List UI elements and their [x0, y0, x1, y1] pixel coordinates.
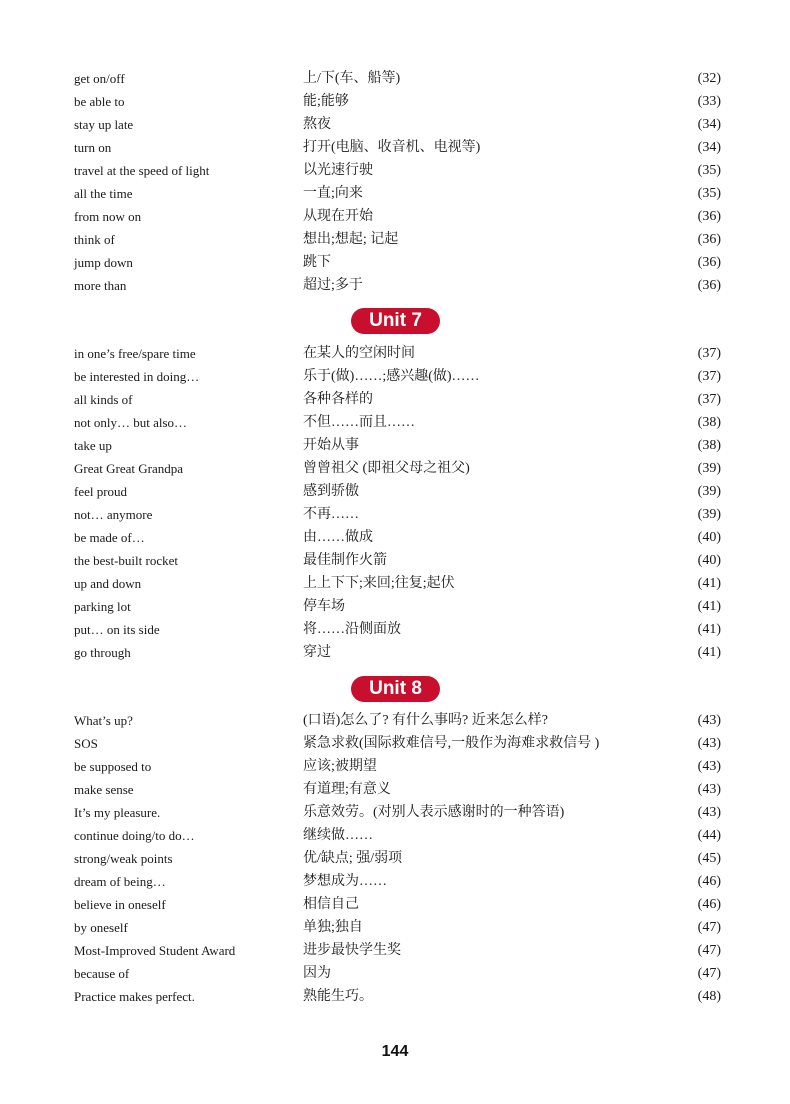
phrase-chinese: 停车场	[303, 599, 345, 614]
phrase-chinese: (口语)怎么了? 有什么事吗? 近来怎么样?	[303, 713, 548, 728]
phrase-row	[0, 847, 790, 870]
phrase-row	[0, 67, 790, 90]
phrase-chinese: 梦想成为……	[303, 874, 387, 889]
phrase-english: dream of being…	[74, 874, 166, 889]
phrase-english: It’s my pleasure.	[74, 805, 161, 820]
phrase-page-ref: (45)	[697, 851, 721, 866]
phrase-page-ref: (43)	[697, 736, 721, 751]
phrase-chinese: 开始从事	[303, 438, 359, 453]
phrase-chinese: 在某人的空闲时间	[303, 346, 415, 361]
phrase-row	[0, 732, 790, 755]
phrase-chinese: 相信自己	[303, 897, 359, 912]
phrase-chinese: 上上下下;来回;往复;起伏	[303, 576, 455, 591]
phrase-page-ref: (32)	[697, 71, 721, 86]
phrase-english: put… on its side	[74, 622, 160, 637]
phrase-row	[0, 457, 790, 480]
phrase-row	[0, 388, 790, 411]
phrase-chinese: 紧急求救(国际救难信号,一般作为海难求救信号 )	[303, 736, 600, 751]
phrase-page-ref: (44)	[697, 828, 721, 843]
phrase-english: be supposed to	[74, 759, 152, 774]
phrase-chinese: 上/下(车、船等)	[303, 71, 401, 86]
phrase-page-ref: (43)	[697, 782, 721, 797]
phrase-row	[0, 411, 790, 434]
phrase-row	[0, 755, 790, 778]
phrase-chinese: 不但……而且……	[303, 415, 415, 430]
phrase-english: make sense	[74, 782, 134, 797]
phrase-page-ref: (40)	[697, 553, 721, 568]
phrase-english: go through	[74, 645, 131, 660]
phrase-chinese: 乐于(做)……;感兴趣(做)……	[303, 369, 480, 384]
phrase-page-ref: (41)	[697, 599, 721, 614]
unit-7-heading: Unit 7	[351, 308, 440, 334]
phrase-english: Most-Improved Student Award	[74, 943, 236, 958]
unit-8-heading: Unit 8	[351, 676, 440, 702]
phrase-page-ref: (37)	[697, 346, 721, 361]
phrase-page-ref: (34)	[697, 140, 721, 155]
phrase-page-ref: (33)	[697, 94, 721, 109]
phrase-chinese: 熟能生巧。	[303, 989, 373, 1004]
phrase-page-ref: (43)	[697, 805, 721, 820]
phrase-chinese: 有道理;有意义	[303, 782, 391, 797]
phrase-row	[0, 274, 790, 297]
phrase-list-unit7	[0, 342, 790, 664]
phrase-page-ref: (47)	[697, 920, 721, 935]
phrase-chinese: 最佳制作火箭	[303, 553, 387, 568]
phrase-row	[0, 434, 790, 457]
phrase-chinese: 应该;被期望	[303, 759, 377, 774]
phrase-page-ref: (37)	[697, 369, 721, 384]
phrase-chinese: 一直;向来	[303, 186, 363, 201]
phrase-chinese: 打开(电脑、收音机、电视等)	[303, 140, 481, 155]
phrase-english: Great Great Grandpa	[74, 461, 183, 476]
phrase-page-ref: (41)	[697, 622, 721, 637]
phrase-english: travel at the speed of light	[74, 163, 210, 178]
phrase-english: the best-built rocket	[74, 553, 178, 568]
phrase-row	[0, 595, 790, 618]
phrase-page-ref: (48)	[697, 989, 721, 1004]
phrase-chinese: 单独;独自	[303, 920, 363, 935]
phrase-chinese: 进步最快学生奖	[303, 943, 401, 958]
phrase-list-unit8	[0, 709, 790, 1008]
phrase-english: be able to	[74, 94, 125, 109]
phrase-english: from now on	[74, 209, 142, 224]
phrase-english: Practice makes perfect.	[74, 989, 195, 1004]
phrase-english: because of	[74, 966, 130, 981]
phrase-english: get on/off	[74, 71, 125, 86]
phrase-english: turn on	[74, 140, 112, 155]
phrase-row	[0, 251, 790, 274]
phrase-row	[0, 572, 790, 595]
phrase-chinese: 继续做……	[303, 828, 373, 843]
phrase-english: all the time	[74, 186, 133, 201]
phrase-row	[0, 985, 790, 1008]
phrase-english: not… anymore	[74, 507, 153, 522]
phrase-row	[0, 939, 790, 962]
phrase-page-ref: (39)	[697, 507, 721, 522]
phrase-chinese: 想出;想起; 记起	[303, 232, 399, 247]
phrase-row	[0, 893, 790, 916]
phrase-chinese: 乐意效劳。(对别人表示感谢时的一种答语)	[303, 805, 565, 820]
phrase-page-ref: (47)	[697, 943, 721, 958]
phrase-english: more than	[74, 278, 127, 293]
phrase-english: be made of…	[74, 530, 145, 545]
phrase-chinese: 因为	[303, 966, 331, 981]
phrase-chinese: 从现在开始	[303, 209, 373, 224]
phrase-row	[0, 503, 790, 526]
phrase-english: jump down	[74, 255, 133, 270]
phrase-english: strong/weak points	[74, 851, 173, 866]
phrase-row	[0, 641, 790, 664]
phrase-chinese: 熬夜	[303, 117, 331, 132]
page-number: 144	[381, 1043, 409, 1060]
phrase-page-ref: (36)	[697, 209, 721, 224]
phrase-page-ref: (40)	[697, 530, 721, 545]
phrase-chinese: 穿过	[303, 645, 331, 660]
phrase-row	[0, 916, 790, 939]
phrase-page-ref: (35)	[697, 186, 721, 201]
phrase-english: up and down	[74, 576, 142, 591]
phrase-english: by oneself	[74, 920, 128, 935]
phrase-row	[0, 182, 790, 205]
phrase-page-ref: (34)	[697, 117, 721, 132]
phrase-page-ref: (35)	[697, 163, 721, 178]
phrase-page-ref: (47)	[697, 966, 721, 981]
phrase-page-ref: (41)	[697, 576, 721, 591]
phrase-english: What’s up?	[74, 713, 133, 728]
phrase-page-ref: (46)	[697, 897, 721, 912]
phrase-row	[0, 962, 790, 985]
phrase-row	[0, 205, 790, 228]
phrase-chinese: 优/缺点; 强/弱项	[303, 851, 403, 866]
phrase-page-ref: (36)	[697, 278, 721, 293]
phrase-page-ref: (38)	[697, 438, 721, 453]
phrase-chinese: 将……沿侧面放	[303, 622, 401, 637]
phrase-page-ref: (37)	[697, 392, 721, 407]
phrase-english: all kinds of	[74, 392, 133, 407]
phrase-chinese: 各种各样的	[303, 392, 373, 407]
phrase-row	[0, 709, 790, 732]
phrase-page-ref: (43)	[697, 759, 721, 774]
phrase-english: in one’s free/spare time	[74, 346, 196, 361]
phrase-row	[0, 778, 790, 801]
phrase-chinese: 以光速行驶	[303, 163, 373, 178]
phrase-english: SOS	[74, 736, 98, 751]
phrase-row	[0, 824, 790, 847]
phrase-chinese: 感到骄傲	[303, 484, 359, 499]
phrase-chinese: 曾曾祖父 (即祖父母之祖父)	[303, 461, 470, 476]
phrase-page-ref: (39)	[697, 461, 721, 476]
phrase-page-ref: (46)	[697, 874, 721, 889]
phrase-row	[0, 113, 790, 136]
phrase-chinese: 跳下	[303, 255, 331, 270]
phrase-row	[0, 480, 790, 503]
phrase-english: be interested in doing…	[74, 369, 200, 384]
phrase-row	[0, 870, 790, 893]
phrase-english: stay up late	[74, 117, 134, 132]
phrase-chinese: 由……做成	[303, 530, 373, 545]
phrase-page-ref: (43)	[697, 713, 721, 728]
phrase-row	[0, 90, 790, 113]
phrase-list-unit6	[0, 67, 790, 297]
phrase-chinese: 不再……	[303, 507, 359, 522]
phrase-row	[0, 549, 790, 572]
phrase-english: parking lot	[74, 599, 131, 614]
phrase-english: continue doing/to do…	[74, 828, 195, 843]
phrase-english: feel proud	[74, 484, 128, 499]
phrase-row	[0, 136, 790, 159]
phrase-english: take up	[74, 438, 112, 453]
phrase-row	[0, 342, 790, 365]
phrase-page-ref: (39)	[697, 484, 721, 499]
phrase-page-ref: (36)	[697, 255, 721, 270]
phrase-page-ref: (41)	[697, 645, 721, 660]
phrase-page-ref: (36)	[697, 232, 721, 247]
phrase-chinese: 能;能够	[303, 94, 349, 109]
phrase-page-ref: (38)	[697, 415, 721, 430]
phrase-english: believe in oneself	[74, 897, 166, 912]
phrase-row	[0, 228, 790, 251]
phrase-english: not only… but also…	[74, 415, 188, 430]
phrase-row	[0, 365, 790, 388]
phrase-row	[0, 618, 790, 641]
phrase-row	[0, 159, 790, 182]
phrase-english: think of	[74, 232, 115, 247]
phrase-row	[0, 801, 790, 824]
phrase-row	[0, 526, 790, 549]
phrase-chinese: 超过;多于	[303, 278, 363, 293]
